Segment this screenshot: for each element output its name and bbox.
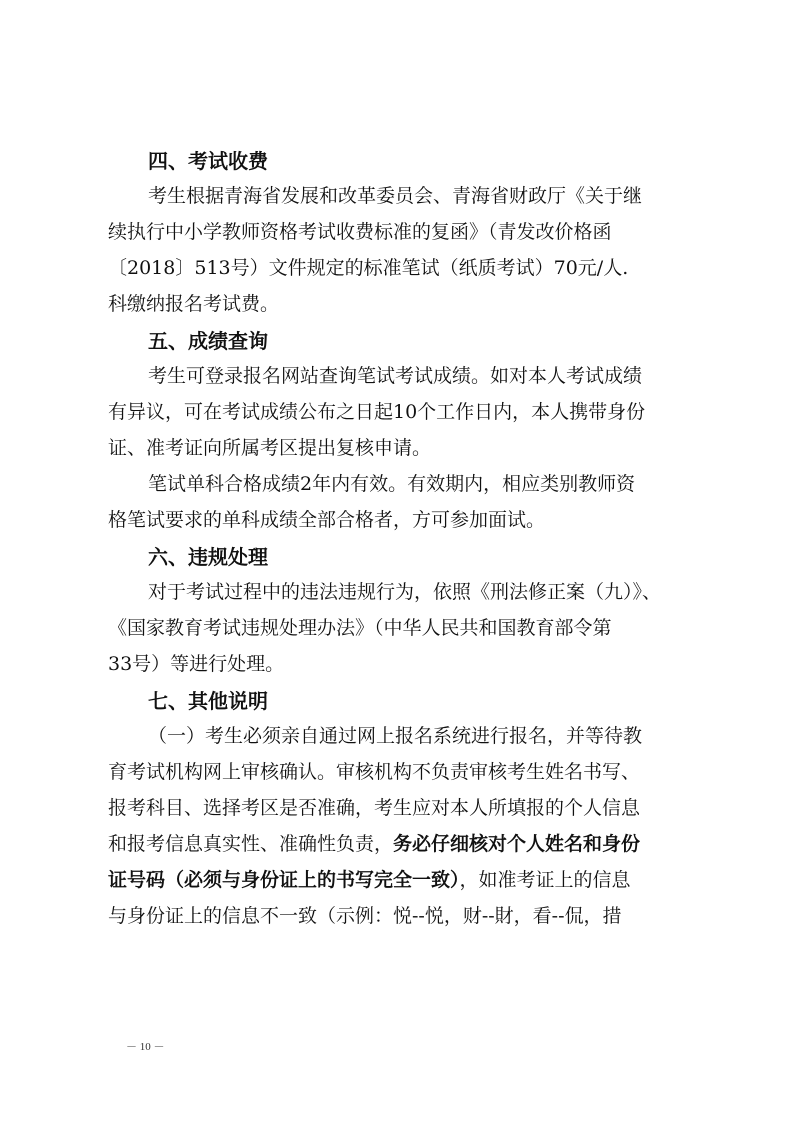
paragraph-line: 报考科目、选择考区是否准确，考生应对本人所填报的个人信息 — [108, 797, 641, 819]
bold-emphasis-text: 证号码（必须与身份证上的书写完全一致） — [108, 869, 460, 891]
section-heading-fees: 四、考试收费 — [148, 149, 268, 173]
paragraph-line: 考生可登录报名网站查询笔试考试成绩。如对本人考试成绩 — [148, 365, 643, 387]
paragraph-line: 《国家教育考试违规处理办法》（中华人民共和国教育部令第 — [108, 617, 612, 639]
paragraph-line: 与身份证上的信息不一致（示例：悦--悦，财--財，看--侃，措 — [108, 905, 622, 927]
section-heading-other: 七、其他说明 — [148, 689, 268, 713]
paragraph-line: 有异议，可在考试成绩公布之日起10个工作日内，本人携带身份 — [108, 401, 646, 423]
paragraph-line: 证、准考证向所属考区提出复核申请。 — [108, 437, 432, 459]
section-heading-results: 五、成绩查询 — [148, 329, 268, 353]
paragraph-line: 〔2018〕513号）文件规定的标准笔试（纸质考试）70元/人. — [108, 257, 629, 279]
paragraph-line: 格笔试要求的单科成绩全部合格者，方可参加面试。 — [108, 509, 546, 531]
normal-text: ，如准考证上的信息 — [459, 869, 631, 891]
document-body — [108, 144, 708, 934]
paragraph-line: 科缴纳报名考试费。 — [108, 293, 280, 315]
section-heading-violations: 六、违规处理 — [148, 545, 268, 569]
paragraph-line: 对于考试过程中的违法违规行为，依照《刑法修正案（九）》、 — [148, 581, 662, 603]
paragraph-line: 笔试单科合格成绩2年内有效。有效期内，相应类别教师资 — [148, 473, 636, 495]
paragraph-line: 育考试机构网上审核确认。审核机构不负责审核考生姓名书写、 — [108, 761, 641, 783]
paragraph-line: 考生根据青海省发展和改革委员会、青海省财政厅《关于继 — [148, 185, 643, 207]
paragraph-line-mixed — [108, 862, 708, 898]
paragraph-line: 33号）等进行处理。 — [108, 653, 285, 675]
bold-emphasis-text: 务必仔细核对个人姓名和身份 — [393, 833, 641, 855]
paragraph-line-mixed — [108, 826, 708, 862]
page-number: － 10 － — [126, 1041, 165, 1053]
paragraph-line: （一）考生必须亲自通过网上报名系统进行报名，并等待教 — [148, 725, 643, 747]
paragraph-line: 续执行中小学教师资格考试收费标准的复函》（青发改价格函 — [108, 221, 612, 243]
normal-text: 和报考信息真实性、准确性负责， — [108, 833, 394, 855]
